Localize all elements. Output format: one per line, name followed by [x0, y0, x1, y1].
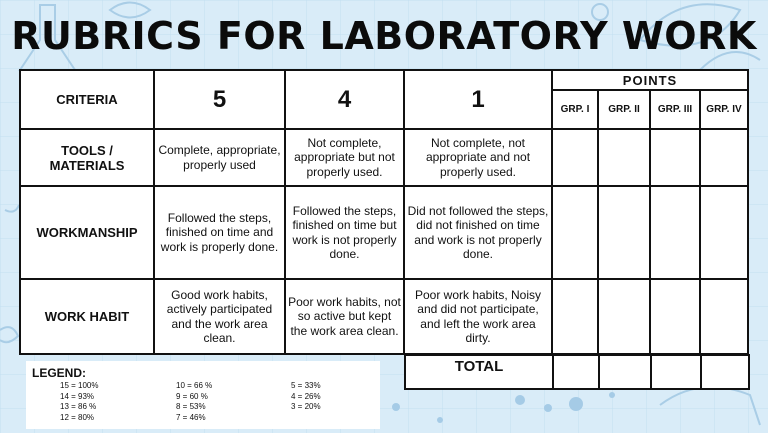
group-header-3: GRP. III: [650, 90, 700, 129]
score-input-cell[interactable]: [650, 129, 700, 186]
legend-item: 10 = 66 %: [176, 381, 213, 390]
legend-item: 9 = 60 %: [176, 391, 208, 401]
group-header-4: GRP. IV: [700, 90, 748, 129]
table-row-work-habit: [20, 279, 748, 354]
score-input-cell[interactable]: [650, 186, 700, 279]
description-cell: Not complete, appropriate but not properly used.: [285, 129, 404, 186]
score-input-cell[interactable]: [552, 186, 598, 279]
points-header: POINTS: [552, 70, 748, 90]
total-input-cell[interactable]: [553, 355, 599, 389]
criteria-header: CRITERIA: [20, 70, 154, 129]
score-input-cell[interactable]: [552, 279, 598, 354]
total-label: TOTAL: [405, 355, 553, 389]
table-row-workmanship: [20, 186, 748, 279]
legend-item: 15 = 100%: [60, 381, 99, 390]
description-cell: Did not followed the steps, did not finished on time and work is not properly done.: [404, 186, 552, 279]
score-input-cell[interactable]: [700, 279, 748, 354]
legend-item: 3 = 20%: [291, 402, 321, 411]
legend-item: 4 = 26%: [291, 391, 321, 401]
score-input-cell[interactable]: [552, 129, 598, 186]
description-cell: Complete, appropriate, properly used: [154, 129, 285, 186]
score-header-1: 1: [404, 70, 552, 129]
description-cell: Poor work habits, Noisy and did not participate, and left the work area dirty.: [404, 279, 552, 354]
table-row-tools-materials: [20, 129, 748, 186]
score-input-cell[interactable]: [598, 186, 650, 279]
score-input-cell[interactable]: [700, 129, 748, 186]
total-input-cell[interactable]: [651, 355, 701, 389]
score-input-cell[interactable]: [650, 279, 700, 354]
criteria-work-habit: WORK HABIT: [20, 279, 154, 354]
score-input-cell[interactable]: [598, 129, 650, 186]
legend-column-2: [176, 381, 212, 423]
legend-box: [26, 361, 380, 429]
legend-item: 8 = 53%: [176, 402, 206, 411]
criteria-tools-materials: TOOLS / MATERIALS: [20, 129, 154, 186]
description-cell: Not complete, not appropriate and not properly used.: [404, 129, 552, 186]
score-header-4: 4: [285, 70, 404, 129]
total-input-cell[interactable]: [701, 355, 749, 389]
legend-item: 14 = 93%: [60, 391, 95, 401]
rubric-table: [19, 69, 749, 355]
description-cell: Good work habits, actively participated and the work area clean.: [154, 279, 285, 354]
score-input-cell[interactable]: [598, 279, 650, 354]
page-title: RUBRICS FOR LABORATORY WORK: [11, 14, 757, 58]
description-cell: Poor work habits, not so active but kept the work area clean.: [285, 279, 404, 354]
description-cell: Followed the steps, finished on time but work is not properly done.: [285, 186, 404, 279]
group-header-2: GRP. II: [598, 90, 650, 129]
legend-column-3: [291, 381, 321, 413]
legend-item: 5 = 33%: [291, 381, 321, 390]
legend-item: 12 = 80%: [60, 412, 95, 422]
legend-item: 13 = 86 %: [60, 402, 97, 411]
description-cell: Followed the steps, finished on time and work is properly done.: [154, 186, 285, 279]
total-input-cell[interactable]: [599, 355, 651, 389]
legend-item: 7 = 46%: [176, 412, 206, 422]
total-table: [404, 354, 750, 390]
score-input-cell[interactable]: [700, 186, 748, 279]
legend-title: LEGEND:: [32, 366, 86, 380]
score-header-5: 5: [154, 70, 285, 129]
group-header-1: GRP. I: [552, 90, 598, 129]
legend-column-1: [60, 381, 98, 423]
criteria-workmanship: WORKMANSHIP: [20, 186, 154, 279]
